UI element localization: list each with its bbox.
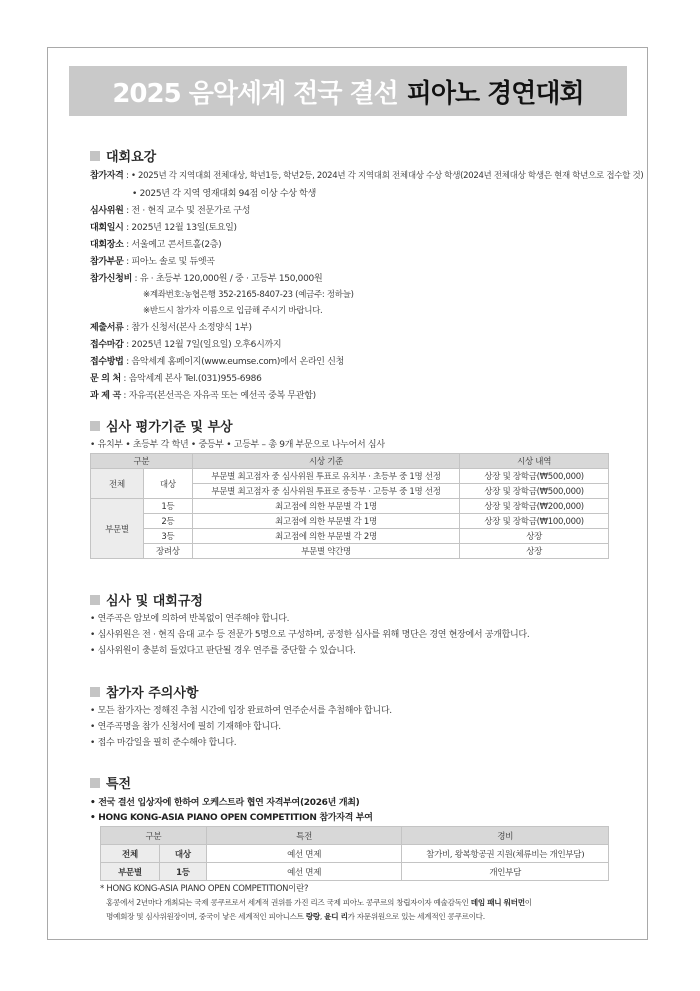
- line-eligibility: 참가자격 : • 2025년 각 지역대회 전체대상, 학년1등, 학년2등, 2024년 각 지역대회 전체대상 수상 학생(2024년 전체대상 학생은 현재 학년으로 접수할 것): [90, 171, 644, 181]
- line-judges: 심사위원 : 전 · 현직 교수 및 전문가로 구성: [90, 206, 251, 216]
- line-venue: 대회장소 : 서울예고 콘서트홀(2층): [90, 240, 222, 250]
- title-banner: [69, 66, 627, 116]
- criteria-intro: • 유치부 • 초등부 각 학년 • 중등부 • 고등부 – 총 9개 부문으로 나누어서 심사: [90, 440, 385, 450]
- square-bullet-icon: [90, 595, 100, 605]
- square-bullet-icon: [90, 778, 100, 788]
- section-heading-overview: 대회요강: [90, 146, 156, 165]
- table-row: 전체 대상 부문별 최고점자 중 심사위원 투표로 유치부 · 초등부 중 1명 선정 상장 및 장학금(₩500,000): [91, 469, 609, 484]
- list-item: • 심사위원은 전 · 현직 음대 교수 등 전문가 5명으로 구성하며, 공정한 심사를 위해 명단은 경연 현장에서 공개합니다.: [90, 630, 530, 640]
- square-bullet-icon: [90, 421, 100, 431]
- line-repertoire: 과 제 곡 : 자유곡(본선곡은 자유곡 또는 예선곡 중복 무관함): [90, 391, 316, 401]
- benefits-table: [100, 826, 609, 881]
- title-part1: 2025 음악세계 전국 결선: [112, 78, 398, 109]
- line-date: 대회일시 : 2025년 12월 13일(토요일): [90, 223, 237, 233]
- line-deposit-note: ※반드시 참가자 이름으로 입금해 주시기 바랍니다.: [143, 306, 323, 316]
- table-row: 부문별 1등 예선 면제 개인부담: [101, 863, 609, 881]
- note-line-2: 명예회장 및 심사위원장이며, 중국이 낳은 세계적인 피아니스트 랑랑, 윤디 리가 자문위원으로 있는 세계적인 콩쿠르이다.: [106, 912, 485, 921]
- line-account: ※계좌번호:농협은행 352-2165-8407-23 (예금주: 정하늘): [143, 290, 354, 300]
- list-item: • 연주곡은 암보에 의하여 반복없이 연주해야 합니다.: [90, 614, 290, 624]
- line-deadline: 접수마감 : 2025년 12월 7일(일요일) 오후6시까지: [90, 340, 282, 350]
- table-header-row: 구분 시상 기준 시상 내역: [91, 454, 609, 469]
- line-fee: 참가신청비 : 유 · 초등부 120,000원 / 중 · 고등부 150,000원: [90, 274, 323, 284]
- table-row: 부문별 1등 최고점에 의한 부문별 각 1명 상장 및 장학금(₩200,000): [91, 499, 609, 514]
- section-heading-notice: 참가자 주의사항: [90, 682, 198, 701]
- section-heading-rules: 심사 및 대회규정: [90, 590, 203, 609]
- line-contact: 문 의 처 : 음악세계 본사 Tel.(031)955-6986: [90, 374, 262, 384]
- criteria-table: [90, 453, 609, 559]
- title-part2: 피아노 경연대회: [406, 78, 584, 109]
- line-documents: 제출서류 : 참가 신청서(본사 소정양식 1부): [90, 323, 252, 333]
- section-heading-benefits: 특전: [90, 773, 131, 792]
- line-eligibility-2: • 2025년 각 지역 영재대회 94점 이상 수상 학생: [132, 189, 316, 199]
- list-item: • 접수 마감일을 필히 준수해야 합니다.: [90, 738, 237, 748]
- list-item: • 전국 결선 입상자에 한하여 오케스트라 협연 자격부여(2026년 개최): [90, 798, 360, 808]
- list-item: • 심사위원이 충분히 들었다고 판단될 경우 연주를 중단할 수 있습니다.: [90, 646, 356, 656]
- note-title: * HONG KONG-ASIA PIANO OPEN COMPETITION이란?: [100, 884, 309, 894]
- table-row: 2등 최고점에 의한 부문별 각 1명 상장 및 장학금(₩100,000): [91, 514, 609, 529]
- line-method: 접수방법 : 음악세계 홈페이지(www.eumse.com)에서 온라인 신청: [90, 357, 344, 367]
- square-bullet-icon: [90, 687, 100, 697]
- table-row: 전체 대상 예선 면제 참가비, 왕복항공권 지원(체류비는 개인부담): [101, 845, 609, 863]
- table-row: 3등 최고점에 의한 부문별 각 2명 상장: [91, 529, 609, 544]
- square-bullet-icon: [90, 151, 100, 161]
- list-item: • 모든 참가자는 정해진 추첨 시간에 입장 완료하여 연주순서를 추첨해야 합니다.: [90, 706, 392, 716]
- table-header-row: 구분 특전 경비: [101, 827, 609, 845]
- table-row: 부문별 최고점자 중 심사위원 투표로 중등부 · 고등부 중 1명 선정 상장 및 장학금(₩500,000): [91, 484, 609, 499]
- table-row: 장려상 부문별 약간명 상장: [91, 544, 609, 559]
- note-line-1: 홍콩에서 2년마다 개최되는 국제 콩쿠르로서 세계적 권위를 가진 리즈 국제 피아노 콩쿠르의 창립자이자 예술감독인 데임 패니 워터먼이: [106, 898, 532, 907]
- line-category: 참가부문 : 피아노 솔로 및 듀엣곡: [90, 257, 215, 267]
- section-heading-criteria: 심사 평가기준 및 부상: [90, 416, 233, 435]
- list-item: • 연주곡명을 참가 신청서에 필히 기재해야 합니다.: [90, 722, 281, 732]
- list-item: • HONG KONG-ASIA PIANO OPEN COMPETITION 참가자격 부여: [90, 813, 373, 823]
